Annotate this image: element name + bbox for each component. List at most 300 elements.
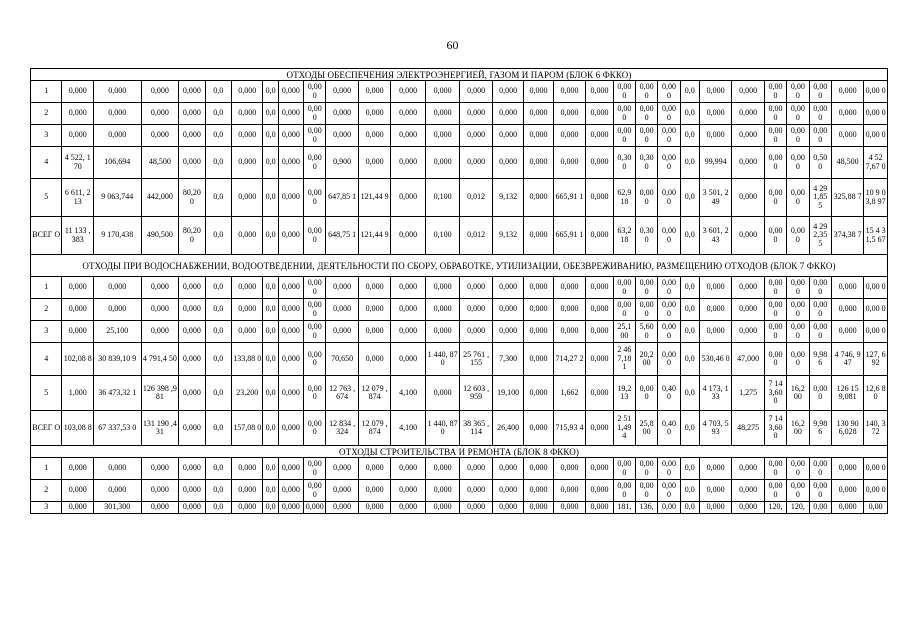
- table-cell: 0,000: [179, 321, 205, 343]
- table-cell: 0,000: [231, 321, 262, 343]
- table-cell: 0,000: [391, 299, 426, 321]
- table-cell: 0,000: [326, 321, 358, 343]
- row-label: 3: [31, 321, 62, 343]
- table-cell: 0,0: [263, 147, 278, 179]
- waste-data-table: [30, 68, 888, 514]
- table-cell: 0,00 0: [809, 299, 831, 321]
- table-cell: 0,000: [460, 147, 492, 179]
- table-cell: 120,: [764, 502, 786, 514]
- table-cell: 0,00 0: [658, 343, 680, 376]
- table-cell: 0,000: [553, 81, 585, 103]
- table-cell: 0,00 0: [635, 299, 657, 321]
- table-cell: 38 365 ,114: [460, 411, 492, 446]
- table-cell: 0,000: [586, 376, 613, 411]
- row-label: 2: [31, 299, 62, 321]
- table-cell: 1,662: [553, 376, 585, 411]
- table-cell: 0,0: [263, 343, 278, 376]
- table-cell: 0,00 0: [304, 299, 326, 321]
- table-cell: 0,00 0: [787, 458, 809, 480]
- table-cell: 0,000: [524, 502, 553, 514]
- table-cell: 0,00 0: [658, 125, 680, 147]
- table-cell: 0,000: [425, 458, 460, 480]
- table-cell: 0,000: [524, 217, 553, 255]
- table-cell: 0,000: [141, 502, 179, 514]
- table-cell: 0,0: [680, 502, 699, 514]
- table-cell: 0,000: [231, 502, 262, 514]
- table-cell: 0,00 0: [764, 81, 786, 103]
- table-cell: 0,00 0: [658, 81, 680, 103]
- table-cell: 301,300: [93, 502, 141, 514]
- table-cell: 67 337,53 0: [93, 411, 141, 446]
- table-cell: 70,650: [326, 343, 358, 376]
- table-cell: 4 522, 170: [62, 147, 93, 179]
- table-cell: 0,000: [492, 277, 523, 299]
- table-cell: 0,000: [231, 179, 262, 217]
- table-cell: 0,000: [553, 299, 585, 321]
- table-cell: 0,00 0: [658, 458, 680, 480]
- table-cell: 0,000: [524, 480, 553, 502]
- table-cell: 0,000: [460, 81, 492, 103]
- table-cell: 0,000: [62, 502, 93, 514]
- table-cell: 0,00 0: [304, 458, 326, 480]
- table-cell: 12,6 80: [864, 376, 888, 411]
- section-title: ОТХОДЫ СТРОИТЕЛЬСТВА И РЕМОНТА (БЛОК 8 ФККО): [31, 446, 888, 458]
- table-cell: 0,000: [524, 411, 553, 446]
- table-cell: 0,000: [524, 277, 553, 299]
- table-cell: 0,000: [492, 321, 523, 343]
- table-row: [31, 147, 888, 179]
- table-cell: 0,000: [62, 277, 93, 299]
- table-cell: 0,0: [205, 277, 231, 299]
- table-cell: 0,000: [93, 103, 141, 125]
- table-cell: 0,00 0: [864, 277, 888, 299]
- table-cell: 0,00 0: [304, 147, 326, 179]
- table-cell: 0,000: [699, 277, 731, 299]
- table-cell: 0,00 0: [635, 277, 657, 299]
- table-cell: 0,000: [358, 81, 390, 103]
- table-cell: 0,000: [179, 147, 205, 179]
- table-cell: 0,0: [205, 103, 231, 125]
- row-label: 5: [31, 179, 62, 217]
- table-cell: 0,0: [680, 103, 699, 125]
- table-cell: 4 703, 593: [699, 411, 731, 446]
- table-cell: 0,000: [141, 299, 179, 321]
- table-cell: 0,0: [680, 321, 699, 343]
- table-cell: 80,20 0: [179, 217, 205, 255]
- table-cell: 0,000: [231, 299, 262, 321]
- row-label: 2: [31, 480, 62, 502]
- table-cell: 0,000: [732, 125, 764, 147]
- table-cell: 0,000: [278, 480, 303, 502]
- table-cell: 0,00 0: [613, 125, 635, 147]
- table-cell: 0,000: [278, 277, 303, 299]
- table-cell: 3 501, 249: [699, 179, 731, 217]
- table-cell: 0,0: [263, 321, 278, 343]
- table-cell: 12 603 ,959: [460, 376, 492, 411]
- table-cell: 0,000: [699, 103, 731, 125]
- table-cell: 80,20 0: [179, 179, 205, 217]
- section-row: [31, 255, 888, 277]
- table-cell: 0,30 0: [635, 147, 657, 179]
- row-label: 1: [31, 458, 62, 480]
- table-cell: 0,000: [326, 502, 358, 514]
- table-cell: 0,000: [524, 343, 553, 376]
- table-cell: 0,00 0: [787, 179, 809, 217]
- table-cell: 0,00 0: [787, 343, 809, 376]
- table-cell: 0,000: [278, 321, 303, 343]
- table-cell: 16,2 00: [787, 376, 809, 411]
- table-cell: 0,000: [553, 502, 585, 514]
- table-cell: 0,100: [425, 217, 460, 255]
- table-cell: 0,000: [460, 299, 492, 321]
- table-cell: 0,000: [524, 299, 553, 321]
- table-row-total: [31, 411, 888, 446]
- table-cell: 0,000: [62, 81, 93, 103]
- table-cell: 0,00 0: [864, 103, 888, 125]
- table-cell: 0,00 0: [658, 179, 680, 217]
- table-cell: 121,44 9: [358, 179, 390, 217]
- table-cell: 0,000: [358, 125, 390, 147]
- table-cell: 0,000: [141, 458, 179, 480]
- table-cell: 0,000: [278, 458, 303, 480]
- table-cell: 0,900: [326, 147, 358, 179]
- table-cell: 0,0: [205, 217, 231, 255]
- table-cell: 0,0: [205, 299, 231, 321]
- table-cell: 0,00 0: [764, 147, 786, 179]
- table-cell: 0,000: [732, 458, 764, 480]
- table-cell: 0,000: [586, 321, 613, 343]
- table-cell: 0,0: [680, 343, 699, 376]
- table-cell: 0,00 0: [635, 376, 657, 411]
- table-cell: 2 51 1,49 4: [613, 411, 635, 446]
- table-cell: 0,00 0: [787, 103, 809, 125]
- table-cell: 4,100: [391, 411, 426, 446]
- table-cell: 0,000: [492, 103, 523, 125]
- table-cell: 0,00 0: [613, 480, 635, 502]
- table-cell: 9 170,438: [93, 217, 141, 255]
- table-cell: 0,000: [391, 321, 426, 343]
- table-cell: 0,00 0: [613, 299, 635, 321]
- table-cell: 0,0: [205, 343, 231, 376]
- table-cell: 48,275: [732, 411, 764, 446]
- table-cell: 0,0: [680, 376, 699, 411]
- table-cell: 0,0: [263, 411, 278, 446]
- table-cell: 0,000: [179, 299, 205, 321]
- table-cell: 0,00 0: [635, 480, 657, 502]
- table-cell: 0,000: [425, 125, 460, 147]
- table-cell: 0,000: [391, 147, 426, 179]
- table-cell: 4,100: [391, 376, 426, 411]
- table-cell: 4 29 2,35 5: [809, 217, 831, 255]
- table-cell: 0,00 0: [864, 458, 888, 480]
- table-cell: 0,000: [278, 179, 303, 217]
- table-cell: 0,00 0: [787, 217, 809, 255]
- table-cell: 1,000: [62, 376, 93, 411]
- table-cell: 0,000: [699, 125, 731, 147]
- table-row: [31, 103, 888, 125]
- table-cell: 0,000: [492, 480, 523, 502]
- table-cell: 0,000: [831, 103, 863, 125]
- table-cell: 0,0: [205, 376, 231, 411]
- table-cell: 19,2 13: [613, 376, 635, 411]
- table-cell: 0,000: [732, 321, 764, 343]
- table-cell: 0,000: [358, 277, 390, 299]
- table-cell: 0,000: [179, 343, 205, 376]
- table-cell: 0,000: [358, 321, 390, 343]
- table-cell: 20,2 00: [635, 343, 657, 376]
- table-cell: 0,00 0: [304, 376, 326, 411]
- table-cell: 26,400: [492, 411, 523, 446]
- table-row: [31, 299, 888, 321]
- table-cell: 0,000: [425, 103, 460, 125]
- table-row: [31, 502, 888, 514]
- table-cell: 0,00 0: [658, 299, 680, 321]
- table-cell: 0,000: [699, 502, 731, 514]
- table-cell: 0,0: [680, 299, 699, 321]
- table-cell: 0,000: [586, 343, 613, 376]
- table-cell: 0,000: [141, 321, 179, 343]
- table-cell: 0,0: [263, 480, 278, 502]
- table-cell: 0,00 0: [787, 299, 809, 321]
- table-cell: 0,000: [231, 147, 262, 179]
- row-label: ВСЕГ О: [31, 217, 62, 255]
- table-cell: 133,88 0: [231, 343, 262, 376]
- table-cell: 25,100: [93, 321, 141, 343]
- table-cell: 0,000: [326, 103, 358, 125]
- table-cell: 0,00 0: [809, 376, 831, 411]
- table-cell: 0,000: [278, 502, 303, 514]
- table-cell: 0,0: [680, 458, 699, 480]
- table-cell: 374,38 7: [831, 217, 863, 255]
- table-cell: 0,000: [391, 103, 426, 125]
- table-cell: 0,000: [524, 179, 553, 217]
- table-cell: 121,44 9: [358, 217, 390, 255]
- table-cell: 0,000: [179, 277, 205, 299]
- table-cell: 0,000: [141, 125, 179, 147]
- table-cell: 0,000: [586, 147, 613, 179]
- table-cell: 0,000: [278, 81, 303, 103]
- table-cell: 0,0: [205, 81, 231, 103]
- table-cell: 0,000: [699, 299, 731, 321]
- table-cell: 0,000: [732, 179, 764, 217]
- row-label: ВСЕГ О: [31, 411, 62, 446]
- table-cell: 12 834 ,324: [326, 411, 358, 446]
- table-cell: 0,00 0: [764, 277, 786, 299]
- table-cell: 7 14 3,60 0: [764, 376, 786, 411]
- table-cell: 0,00: [658, 502, 680, 514]
- table-cell: 0,00 0: [304, 179, 326, 217]
- table-cell: 0,000: [62, 480, 93, 502]
- table-cell: 0,000: [93, 480, 141, 502]
- table-cell: 0,000: [524, 125, 553, 147]
- table-cell: 0,00 0: [635, 458, 657, 480]
- table-cell: 0,000: [231, 103, 262, 125]
- table-cell: 0,0: [205, 321, 231, 343]
- table-cell: 15 4 31,5 67: [864, 217, 888, 255]
- table-cell: 0,000: [553, 321, 585, 343]
- table-cell: 0,00 0: [809, 81, 831, 103]
- table-cell: 4 52 7,67 0: [864, 147, 888, 179]
- table-cell: 0,0: [680, 179, 699, 217]
- table-cell: 0,00 0: [764, 343, 786, 376]
- table-cell: 7 14 3,60 0: [764, 411, 786, 446]
- table-cell: 0,000: [179, 458, 205, 480]
- table-cell: 442,000: [141, 179, 179, 217]
- table-cell: 0,000: [326, 81, 358, 103]
- table-cell: 0,000: [586, 502, 613, 514]
- table-cell: 0,000: [524, 103, 553, 125]
- table-cell: 9,98 6: [809, 411, 831, 446]
- table-cell: 0,00 0: [787, 277, 809, 299]
- table-cell: 0,000: [278, 147, 303, 179]
- table-cell: 0,00 0: [635, 81, 657, 103]
- table-cell: 63,2 18: [613, 217, 635, 255]
- table-cell: 0,000: [553, 125, 585, 147]
- table-cell: 0,000: [831, 277, 863, 299]
- page-number: 60: [446, 38, 459, 52]
- table-cell: 0,000: [732, 81, 764, 103]
- table-cell: 0,000: [460, 321, 492, 343]
- table-cell: 0,00 0: [864, 81, 888, 103]
- table-cell: 0,00 0: [304, 277, 326, 299]
- table-cell: 0,0: [205, 125, 231, 147]
- table-cell: 0,000: [278, 217, 303, 255]
- table-cell: 25,1 00: [613, 321, 635, 343]
- table-cell: 12 763 ,674: [326, 376, 358, 411]
- table-cell: 0,00: [864, 502, 888, 514]
- table-cell: 4 29 1,85 5: [809, 179, 831, 217]
- table-cell: 490,500: [141, 217, 179, 255]
- table-cell: 0,000: [391, 277, 426, 299]
- table-cell: 0,00 0: [787, 125, 809, 147]
- table-cell: 0,000: [492, 502, 523, 514]
- table-cell: 0,000: [425, 299, 460, 321]
- table-cell: 5,60 0: [635, 321, 657, 343]
- table-cell: 0,00 0: [764, 458, 786, 480]
- table-cell: 0,0: [205, 502, 231, 514]
- table-cell: 0,000: [460, 502, 492, 514]
- row-label: 5: [31, 376, 62, 411]
- table-cell: 0,000: [231, 458, 262, 480]
- table-cell: 0,00 0: [304, 321, 326, 343]
- table-cell: 0,00 0: [764, 480, 786, 502]
- table-cell: 9,98 6: [809, 343, 831, 376]
- table-cell: 0,000: [358, 343, 390, 376]
- table-cell: 0,000: [831, 321, 863, 343]
- table-cell: 9 063,744: [93, 179, 141, 217]
- table-cell: 0,000: [586, 81, 613, 103]
- table-cell: 0,000: [326, 480, 358, 502]
- section-row: [31, 446, 888, 458]
- table-cell: 0,000: [492, 458, 523, 480]
- table-cell: 0,000: [179, 502, 205, 514]
- table-cell: 0,00 0: [635, 125, 657, 147]
- table-cell: 0,000: [732, 147, 764, 179]
- table-cell: 0,0: [263, 458, 278, 480]
- table-cell: 48,500: [831, 147, 863, 179]
- table-cell: 0,0: [263, 277, 278, 299]
- table-cell: 0,000: [492, 299, 523, 321]
- table-cell: 0,000: [179, 125, 205, 147]
- table-cell: 0,000: [553, 480, 585, 502]
- table-cell: 7,300: [492, 343, 523, 376]
- table-cell: 2 46 7,18 1: [613, 343, 635, 376]
- table-cell: 0,00 0: [304, 217, 326, 255]
- table-cell: 0,00 0: [864, 299, 888, 321]
- table-cell: 0,000: [553, 147, 585, 179]
- table-cell: 0,000: [93, 81, 141, 103]
- table-cell: 0,000: [304, 502, 326, 514]
- table-row: [31, 321, 888, 343]
- table-cell: 0,0: [205, 480, 231, 502]
- table-cell: 9,132: [492, 217, 523, 255]
- table-cell: 0,0: [205, 458, 231, 480]
- table-cell: 0,000: [460, 125, 492, 147]
- table-cell: 0,000: [278, 299, 303, 321]
- table-cell: 0,000: [391, 179, 426, 217]
- table-cell: 0,000: [524, 376, 553, 411]
- row-label: 1: [31, 81, 62, 103]
- table-cell: 0,00 0: [304, 343, 326, 376]
- table-cell: 0,0: [263, 179, 278, 217]
- table-cell: 62,9 18: [613, 179, 635, 217]
- table-cell: 3 601, 243: [699, 217, 731, 255]
- table-cell: 0,000: [278, 103, 303, 125]
- table-cell: 0,000: [391, 217, 426, 255]
- table-cell: 0,000: [231, 81, 262, 103]
- table-cell: 0,000: [524, 321, 553, 343]
- table-cell: 0,000: [831, 480, 863, 502]
- table-cell: 0,00 0: [809, 103, 831, 125]
- table-cell: 0,00 0: [304, 125, 326, 147]
- table-cell: 0,000: [62, 321, 93, 343]
- table-cell: 0,000: [326, 125, 358, 147]
- table-cell: 0,012: [460, 217, 492, 255]
- table-cell: 0,000: [524, 81, 553, 103]
- table-cell: 0,000: [326, 277, 358, 299]
- table-cell: 0,000: [358, 103, 390, 125]
- table-cell: 0,000: [278, 411, 303, 446]
- table-cell: 0,000: [231, 125, 262, 147]
- table-cell: 0,012: [460, 179, 492, 217]
- table-cell: 0,000: [553, 458, 585, 480]
- table-cell: 0,000: [831, 458, 863, 480]
- table-cell: 10 9 03,8 97: [864, 179, 888, 217]
- table-cell: 47,000: [732, 343, 764, 376]
- row-label: 3: [31, 125, 62, 147]
- table-cell: 9,132: [492, 179, 523, 217]
- table-cell: 0,000: [93, 125, 141, 147]
- table-cell: 0,00 0: [809, 277, 831, 299]
- table-row: [31, 125, 888, 147]
- table-cell: 0,000: [732, 299, 764, 321]
- table-cell: 0,00 0: [809, 458, 831, 480]
- table-cell: 0,00 0: [864, 480, 888, 502]
- table-cell: 0,000: [425, 147, 460, 179]
- table-cell: 665,91 1: [553, 179, 585, 217]
- table-cell: 0,000: [732, 502, 764, 514]
- table-cell: 140, 372: [864, 411, 888, 446]
- table-cell: 0,000: [278, 343, 303, 376]
- table-cell: 0,000: [460, 480, 492, 502]
- table-cell: 530,46 0: [699, 343, 731, 376]
- table-cell: 0,000: [732, 277, 764, 299]
- table-cell: 0,000: [391, 81, 426, 103]
- table-cell: 0,0: [263, 299, 278, 321]
- table-cell: 0,000: [278, 125, 303, 147]
- table-cell: 0,000: [586, 103, 613, 125]
- table-cell: 0,000: [831, 299, 863, 321]
